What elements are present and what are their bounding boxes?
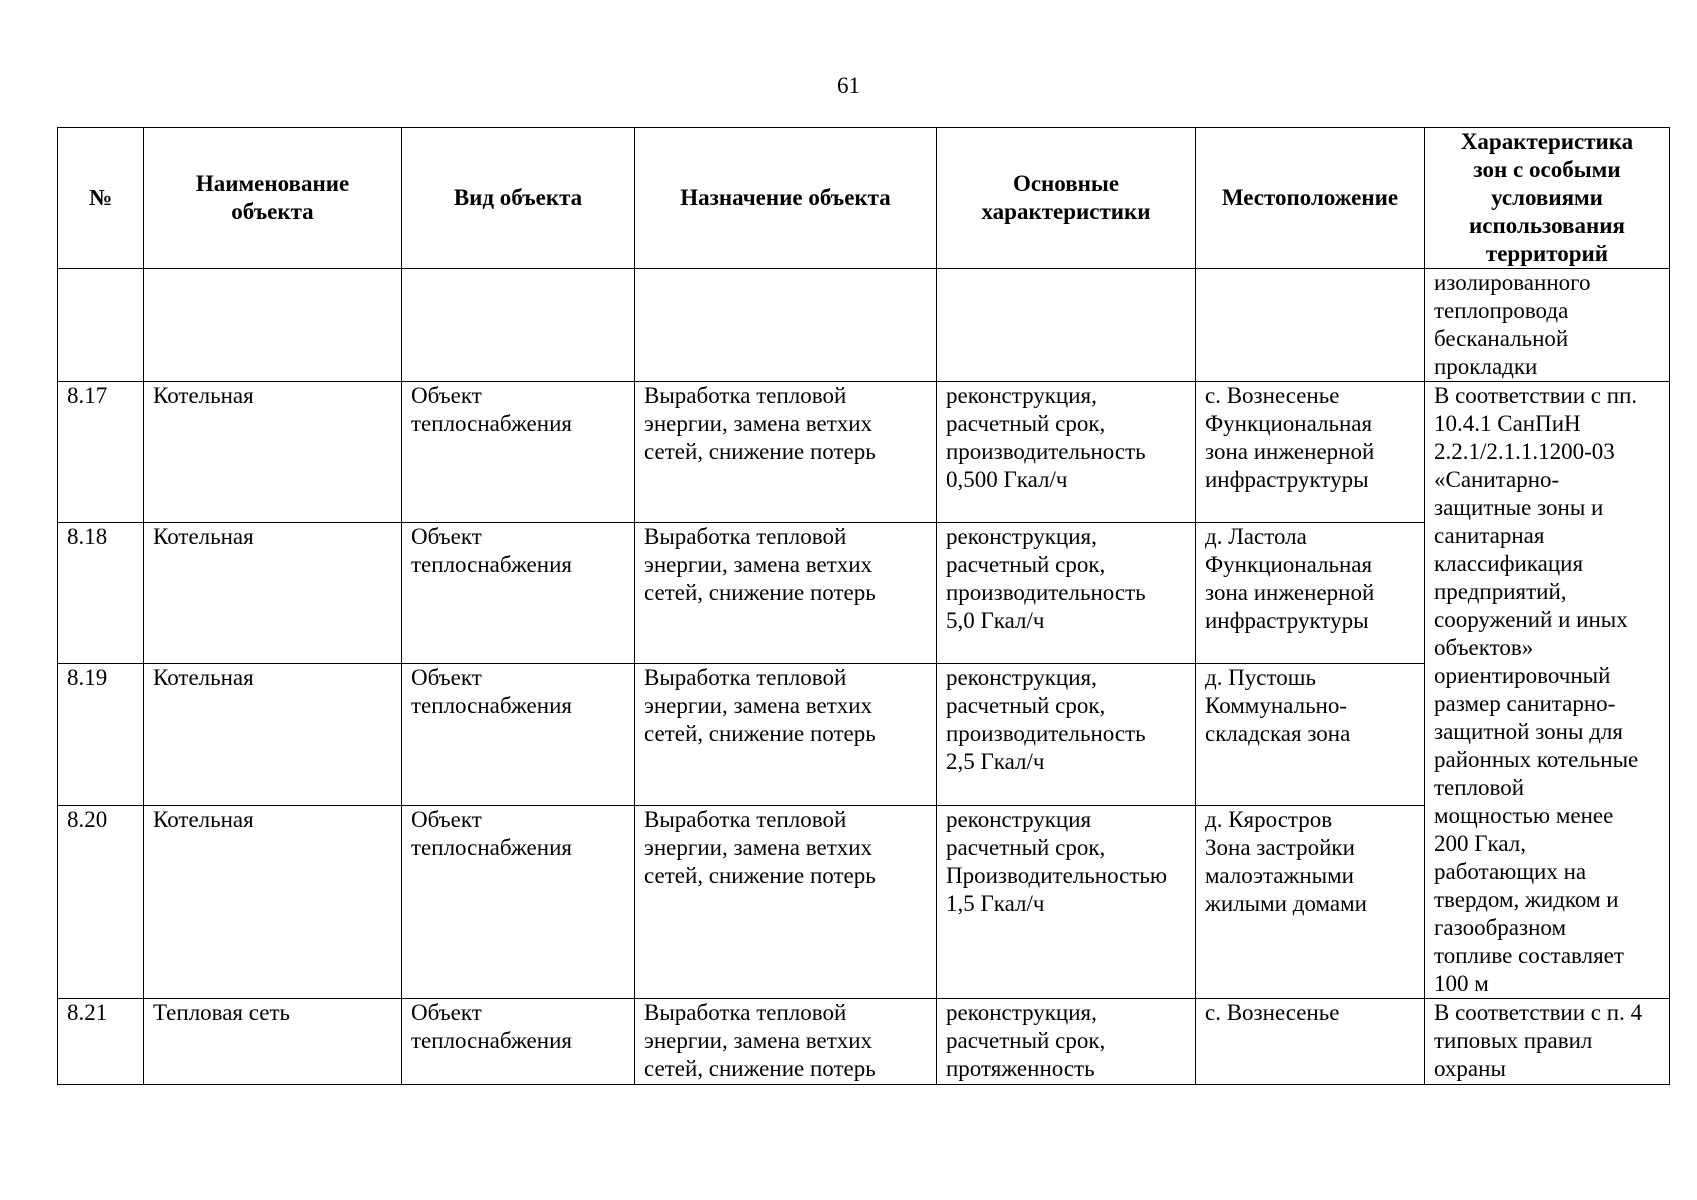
row-object-type: Объект теплоснабжения bbox=[402, 523, 635, 664]
row-location: д. Пустошь Коммунально- складская зона bbox=[1196, 664, 1425, 805]
header-number: № bbox=[58, 128, 144, 269]
objects-table bbox=[57, 127, 1670, 1085]
row-number: 8.18 bbox=[58, 523, 144, 664]
table-cell bbox=[1196, 269, 1425, 382]
row-object-type: Объект теплоснабжения bbox=[402, 805, 635, 998]
table-row bbox=[58, 999, 1670, 1085]
header-main-characteristics: Основные характеристики bbox=[937, 128, 1196, 269]
row-object-name: Котельная bbox=[144, 523, 402, 664]
header-object-type: Вид объекта bbox=[402, 128, 635, 269]
table-cell bbox=[144, 269, 402, 382]
row-object-purpose: Выработка тепловой энергии, замена ветхих сетей, снижение потерь bbox=[635, 382, 937, 523]
row-object-name: Котельная bbox=[144, 664, 402, 805]
table-cell bbox=[937, 269, 1196, 382]
row-number: 8.20 bbox=[58, 805, 144, 998]
row-object-purpose: Выработка тепловой энергии, замена ветхих сетей, снижение потерь bbox=[635, 664, 937, 805]
row-characteristics: реконструкция расчетный срок, Производительностью 1,5 Гкал/ч bbox=[937, 805, 1196, 998]
row-location: с. Вознесенье bbox=[1196, 999, 1425, 1085]
row-object-purpose: Выработка тепловой энергии, замена ветхих сетей, снижение потерь bbox=[635, 805, 937, 998]
row-object-name: Котельная bbox=[144, 805, 402, 998]
row-number: 8.21 bbox=[58, 999, 144, 1085]
row-location: д. Ластола Функциональная зона инженерной инфраструктуры bbox=[1196, 523, 1425, 664]
row-characteristics: реконструкция, расчетный срок, протяженность bbox=[937, 999, 1196, 1085]
header-object-purpose: Назначение объекта bbox=[635, 128, 937, 269]
table-cell bbox=[635, 269, 937, 382]
row-object-type: Объект теплоснабжения bbox=[402, 999, 635, 1085]
row-location: с. Вознесенье Функциональная зона инженерной инфраструктуры bbox=[1196, 382, 1425, 523]
row-location: д. Кяростров Зона застройки малоэтажными жилыми домами bbox=[1196, 805, 1425, 998]
row-object-purpose: Выработка тепловой энергии, замена ветхих сетей, снижение потерь bbox=[635, 999, 937, 1085]
row-number: 8.17 bbox=[58, 382, 144, 523]
row-characteristics: реконструкция, расчетный срок, производительность 5,0 Гкал/ч bbox=[937, 523, 1196, 664]
merged-zone-cell: В соответствии с пп. 10.4.1 СанПиН 2.2.1/2.1.1.1200-03 «Санитарно- защитные зоны и санитарная классификация предприятий, сооружений и иных объектов» ориентировочный размер санитарно- защитной зоны для районных котельные тепловой мощностью менее 200 Гкал, работающих на твердом, жидком и газообразном топливе составляет 100 м bbox=[1425, 382, 1670, 999]
row-characteristics: реконструкция, расчетный срок, производительность 0,500 Гкал/ч bbox=[937, 382, 1196, 523]
table-cell bbox=[402, 269, 635, 382]
header-object-name: Наименование объекта bbox=[144, 128, 402, 269]
row-object-name: Котельная bbox=[144, 382, 402, 523]
row-special-zones: В соответствии с п. 4 типовых правил охраны bbox=[1425, 999, 1670, 1085]
header-special-zones: Характеристика зон с особыми условиями использования территорий bbox=[1425, 128, 1670, 269]
row-characteristics: реконструкция, расчетный срок, производительность 2,5 Гкал/ч bbox=[937, 664, 1196, 805]
table-cell bbox=[58, 269, 144, 382]
header-row bbox=[58, 128, 1670, 269]
header-location: Местоположение bbox=[1196, 128, 1425, 269]
continuation-row bbox=[58, 269, 1670, 382]
row-object-type: Объект теплоснабжения bbox=[402, 382, 635, 523]
row-number: 8.19 bbox=[58, 664, 144, 805]
row-object-type: Объект теплоснабжения bbox=[402, 664, 635, 805]
row-object-purpose: Выработка тепловой энергии, замена ветхих сетей, снижение потерь bbox=[635, 523, 937, 664]
table-row bbox=[58, 382, 1670, 523]
continuation-zone-text: изолированного теплопровода бесканальной прокладки bbox=[1425, 269, 1670, 382]
page-number: 61 bbox=[837, 73, 860, 98]
row-object-name: Тепловая сеть bbox=[144, 999, 402, 1085]
